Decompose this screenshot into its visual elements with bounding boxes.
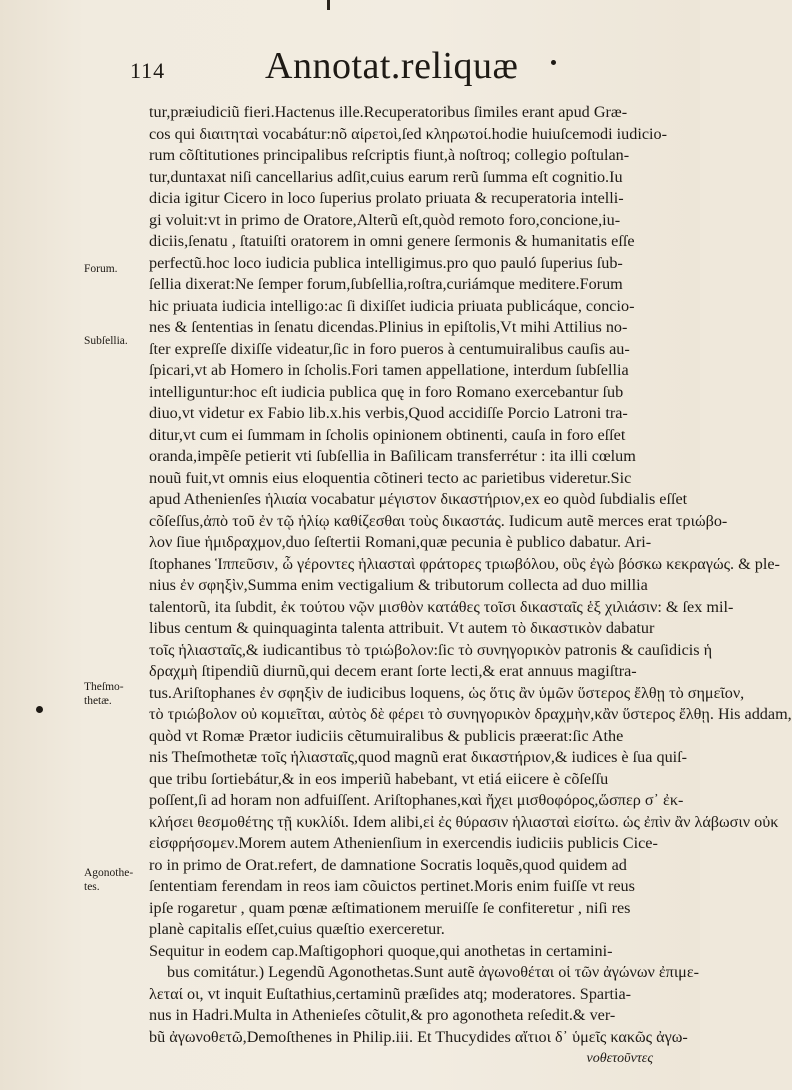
text-line: ipſe rogaretur , quam pœnæ æſtimationem meruiſſe ſe confiteretur , niſi res [149,898,631,917]
text-line: diuo,vt videtur ex Fabio lib.x.his verbis,Quod accidiſſe Porcio Latroni tra- [149,404,628,422]
text-line: ſpicari,vt ab Homero in ſcholis.Fori tamen appellatione, interdum ſubſellia [149,361,629,379]
text-line: ſententiam ferendam in reos iam cõuictos pertinet.Moris enim fuiſſe vt reus [149,877,635,895]
text-line: nius ἐν σφηξὶν,Summa enim vectigalium & tributorum collecta ad duo millia [149,576,648,594]
text-line: apud Athenienſes ἡλιαία vocabatur μέγιστον δικαστήριον,ex eo quòd ſubdialis eſſet [149,490,688,508]
text-line: quòd vt Romæ Prætor iudiciis cẽtumuiralibus & publicis præerat:ſic Athe [149,726,624,745]
text-line: que tribu ſortiebátur,& in eos imperiũ habebant, vt etiá eiicere è cõſeſſu [149,769,609,788]
text-line: cos qui διαιτηταὶ vocabátur:nõ αἱρετοὶ,ſed κληρωτοί.hodie huiuſcemodi iudicio- [149,124,668,143]
page-number: 114 [130,58,166,83]
text-line: tur,duntaxat niſi cancellarius adſit,cuius earum rerũ ſumma eſt cognitio.Iu [149,167,623,186]
text-line: bus comitátur.) Legendũ Agonothetas.Sunt autẽ ἀγωνοθέται οἱ τῶν ἀγώνων ἐπιμε- [167,963,700,981]
text-line: tus.Ariſtophanes ἐν σφηξὶν de iudicibus loquens, ὡς ὅτις ἂν ὑμῶν ὕστερος ἔλθῃ τὸ σημεῖον, [149,683,745,702]
text-line: talentorũ, ita ſubdit, ἐκ τούτου νῷν μισθὸν κατάθες τοῖσι δικασταῖς ἑξ χιλιάσιν: & ſex mil- [149,597,734,616]
text-line: planè capitalis eſſet,cuius quæſtio exerceretur. [149,920,445,938]
ink-spot [36,706,43,713]
text-line: bũ ἀγωνοθετῶ,Demoſthenes in Philip.iii. Et Thucydides αἴτιοι δ᾽ ὑμεῖς κακῶς ἀγω- [149,1027,688,1046]
body-text [149,102,792,1070]
text-line: εἰσφρήσομεν.Morem autem Athenienſium in exercendis iudiciis publicis Cice- [149,834,658,852]
text-line: ro in primo de Orat.refert, de damnatione Socratis loquẽs,quod quidem ad [149,855,627,874]
text-line: ſter expreſſe dixiſſe videatur,ſic in foro pueros à centumuiralibus cauſis au- [149,339,630,358]
text-line: λεταί οι, vt inquit Euſtathius,certaminũ præſides atq; moderatores. Spartia- [149,984,632,1003]
text-line: cõſeſſus,ἀπὸ τοῦ ἐν τῷ ἡλίῳ καθίζεσθαι τοὺς δικαστάς. Iudicum autẽ merces erat τριώβο- [149,511,728,530]
margin-note-forum: Forum. [84,263,118,275]
text-line: τὸ τριώβολον οὐ κομιεῖται, αὐτὸς δὲ φέρει τὸ συνηγορικὸν δραχμὴν,κἂν ὕστερος ἔλθῃ. His addam, [149,705,792,723]
margin-note-subsellia: Subſellia. [84,335,128,347]
text-line: nouũ fuit,vt omnis eius eloquentia cõtineri tecto ac parietibus videretur.Sic [149,468,632,487]
text-line: τοῖς ἡλιασταῖς,& iudicantibus τὸ τριώβολον:ſic τὸ συνηγορικὸν patronis & cauſidicis ἡ [149,640,713,659]
text-line: oranda,impẽſe petierit vti ſubſellia in Baſilicam transferrétur : ita illi cœlum [149,447,636,465]
text-line: nis Theſmothetæ τοῖς ἡλιασταῖς,quod magnũ erat δικαστήριον,& iudices è ſua quiſ- [149,748,688,766]
margin-note-agonothetes: Agonothe- tes. [84,867,134,893]
running-head: Annotat.reliquæ [265,45,519,87]
text-line: diciis,ſenatu , ſtatuiſti oratorem in omni genere ſermonis & humanitatis eſſe [149,232,635,250]
text-line: ſtophanes Ἱππεῦσιν, ὦ γέροντες ἡλιασταὶ φράτορες τριωβόλου, οὓς ἐγὼ βόσκω κεκραγώς. & ple- [149,554,780,573]
ink-dot [551,60,556,65]
text-line: δραχμὴ ſtipendiũ diurnũ,qui decem erant ſorte lecti,& erat annuus magiſtra- [149,662,637,680]
text-line: perfectũ.hoc loco iudicia publica intelligimus.pro quo pauló ſuperius ſub- [149,253,623,272]
text-line: nes & ſententias in ſenatu dicendas.Plinius in epiſtolis,Vt mihi Attilius no- [149,318,628,336]
text-line: ſellia dixerat:Ne ſemper forum,ſubſellia,roſtra,curiámque meditere.Forum [149,275,623,293]
margin-note-thesmothetae: Theſmo- thetæ. [84,681,124,707]
text-line: libus centum & quinquaginta talenta attribuit. Vt autem τὸ δικαστικὸν dabatur [149,619,655,637]
printers-mark [327,0,330,10]
text-line: Sequitur in eodem cap.Maſtigophori quoque,qui anothetas in certamini- [149,941,613,960]
text-line: κλήσει θεσμοθέτης τῇ κυκλίδι. Idem alibi,εἰ ἐς θύρασιν ἡλιασταὶ εἰσίτω. ὡς ἐπὶν ἂν λάβωσιν οὐκ [149,812,779,831]
text-line: gi voluit:vt in primo de Oratore,Alterũ eſt,quòd remoto foro,concione,iu- [149,210,621,229]
text-line: rum cõſtitutiones principalibus reſcriptis fiunt,à noſtroq; collegio poſtulan- [149,146,630,164]
text-line: νοθετοῦντες [586,1051,653,1066]
text-line: ditur,vt cum ei ſummam in ſcholis opinionem obtinenti, cauſa in foro eſſet [149,425,626,444]
text-line: λον ſiue ἡμιδραχμον,duo ſeſtertii Romani,quæ pecunia è publico dabatur. Ari- [149,533,652,551]
text-line: dicia igitur Cicero in loco ſuperius prolato priuata & recuperatoria intelli- [149,189,624,207]
text-line: poſſent,ſi ad horam non adfuiſſent. Ariſtophanes,καὶ ἤχει μισθοφόρος,ὥσπερ σ᾽ ἐκ- [149,791,684,809]
text-line: nus in Hadri.Multa in Athenieſes cõtulit,& pro agonotheta reſedit.& ver- [149,1006,616,1024]
text-line: tur,præiudiciũ fieri.Hactenus ille.Recuperatoribus ſimiles erant apud Græ- [149,103,628,121]
text-line: intelliguntur:hoc eſt iudicia publica quę in foro Romano exercebantur ſub [149,382,624,401]
text-line: hic priuata iudicia intelligo:ac ſi dixiſſet iudicia priuata publicáque, concio- [149,296,635,315]
